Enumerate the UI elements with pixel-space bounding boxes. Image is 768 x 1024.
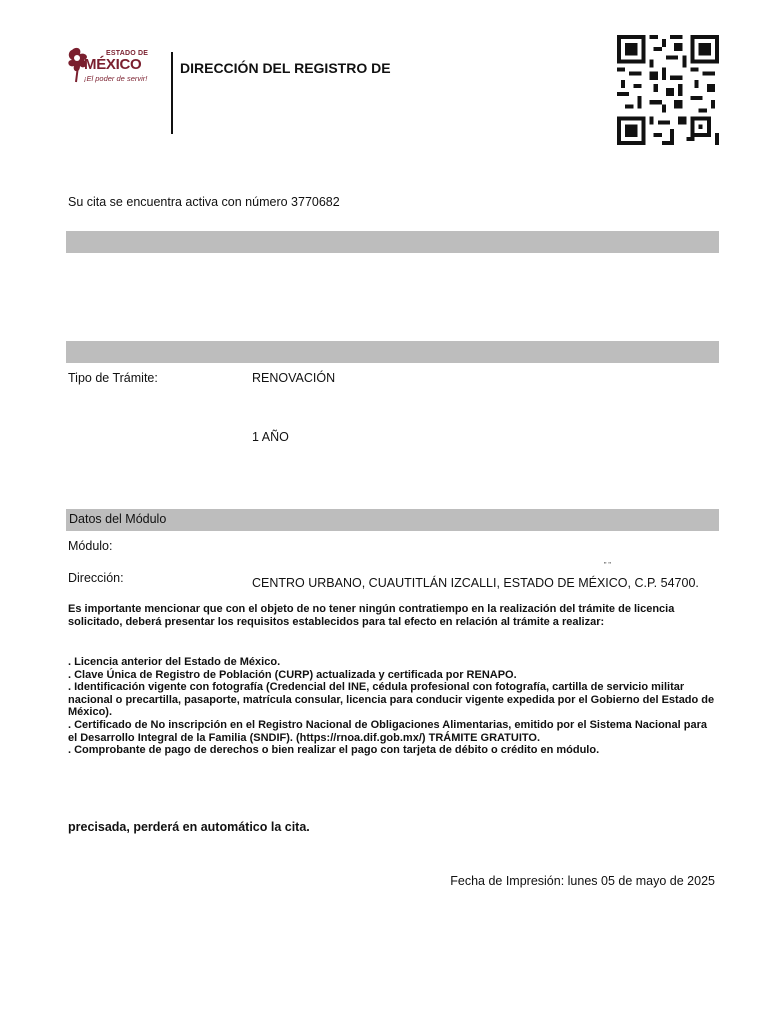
- quote-marks: " ": [604, 562, 611, 569]
- requirements-notice: Es importante mencionar que con el objeto de no tener ningún contratiempo en la realización del trámite de licencia solicitado, deberá presentar los requisitos establecidos para tal efecto en relación al trámite a realizar:: [68, 603, 675, 628]
- requirements-list: [68, 656, 718, 757]
- address-value: CENTRO URBANO, CUAUTITLÁN IZCALLI, ESTADO DE MÉXICO, C.P. 54700.: [252, 576, 699, 590]
- estado-de-mexico-logo: [64, 44, 164, 90]
- logo-top-text: ESTADO DE: [106, 50, 149, 57]
- address-label: Dirección:: [68, 571, 124, 585]
- header-divider: [171, 52, 173, 134]
- list-item: . Licencia anterior del Estado de México.: [68, 656, 281, 668]
- module-label: Módulo:: [68, 539, 113, 553]
- list-item: . Comprobante de pago de derechos o bien realizar el pago con tarjeta de débito o crédito en módulo.: [68, 744, 600, 757]
- list-item: . Certificado de No inscripción en el Registro Nacional de Obligaciones Alimentarias, emitido por el Sistema Nacional para el Desarrollo Integral de la Familia (SNDIF). (https://rnoa.dif.gob.mx/) TRÁMITE GRATUITO.: [68, 718, 707, 744]
- page-title: DIRECCIÓN DEL REGISTRO DE: [180, 60, 391, 76]
- print-date: Fecha de Impresión: lunes 05 de mayo de 2025: [450, 874, 715, 888]
- qr-code-icon: [617, 34, 719, 146]
- logo-main-text: MÉXICO: [84, 56, 142, 73]
- list-item: . Identificación vigente con fotografía (Credencial del INE, cédula profesional con fotografía, cartilla de servicio militar nacional o precartilla, pasaporte, matrícula consular, licencia para conducir vigente expedida por el Gobierno del Estado de México).: [68, 681, 715, 719]
- tramite-type-label: Tipo de Trámite:: [68, 371, 158, 385]
- section-bar-2: [66, 341, 719, 363]
- appointment-status-text: Su cita se encuentra activa con número 3770682: [68, 195, 340, 209]
- module-section-title: Datos del Módulo: [69, 512, 167, 526]
- logo-slogan: ¡El poder de servir!: [84, 74, 148, 83]
- list-item: . Clave Única de Registro de Población (CURP) actualizada y certificada por RENAPO.: [68, 668, 517, 681]
- tramite-duration-value: 1 AÑO: [252, 430, 289, 444]
- cancellation-warning: precisada, perderá en automático la cita.: [68, 820, 310, 834]
- tramite-type-value: RENOVACIÓN: [252, 371, 336, 385]
- section-bar-1: [66, 231, 719, 253]
- module-section-header: [66, 509, 719, 531]
